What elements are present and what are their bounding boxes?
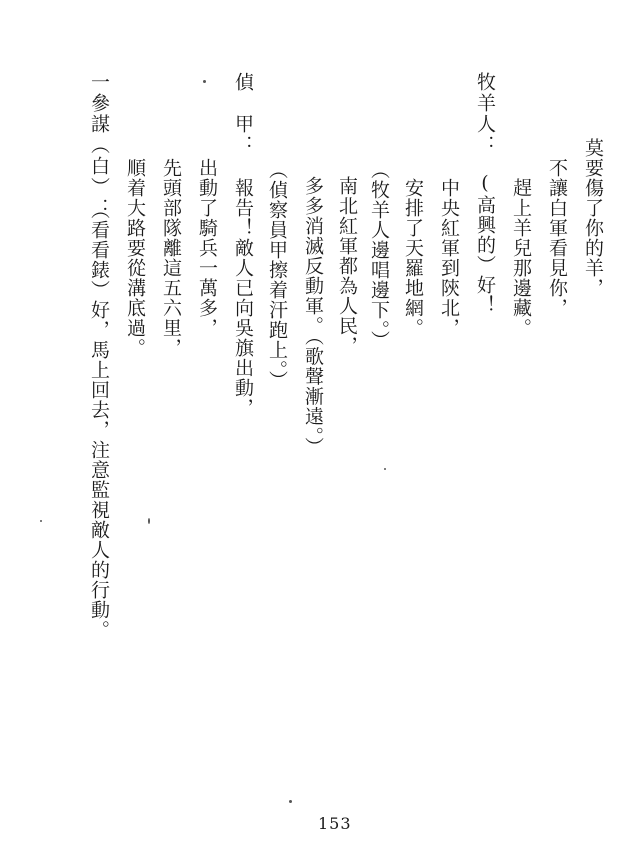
speaker-shepherd: 牧羊人：	[474, 72, 496, 156]
page-number: 153	[318, 814, 352, 833]
verse-line-5: 安排了天羅地網。	[402, 178, 424, 338]
ink-speck	[203, 80, 206, 83]
ink-speck	[148, 518, 150, 524]
ink-speck	[384, 468, 386, 470]
scout-report-line-4: 順着大路要從溝底過。	[124, 158, 146, 358]
verse-line-4: 中央紅軍到陝北，	[438, 178, 460, 338]
scout-report-line-3: 先頭部隊離這五六里，	[160, 158, 182, 358]
speaker-scout-a: 偵 甲：	[232, 72, 254, 156]
ink-speck	[289, 800, 292, 803]
stage-direction-exit: （牧羊人邊唱邊下。）	[368, 160, 390, 351]
stage-direction-scout-enters: （偵察員甲擦着汗跑上。）	[266, 160, 288, 391]
verse-line-3: 趕上羊兒那邊藏。	[510, 178, 532, 338]
verse-line-2: 不讓白軍看見你，	[546, 158, 568, 318]
verse-line-7: 多多消滅反動軍。（歌聲漸遠。）	[302, 176, 324, 457]
scout-report-line-1: 報告！敵人已向吳旗出動，	[232, 178, 254, 418]
verse-line-6: 南北紅軍都為人民，	[336, 176, 358, 356]
verse-line-1: 莫要傷了你的羊，	[582, 138, 604, 298]
speaker-staff-officer: 一參謀（白）：	[88, 72, 110, 219]
stage-direction-happy: (高興的）好！	[474, 172, 496, 315]
ink-speck	[40, 520, 42, 522]
staff-officer-line: （看看錶）好，馬上回去，注意監視敵人的行動。	[88, 200, 110, 640]
scout-report-line-2: 出動了騎兵一萬多，	[196, 158, 218, 338]
